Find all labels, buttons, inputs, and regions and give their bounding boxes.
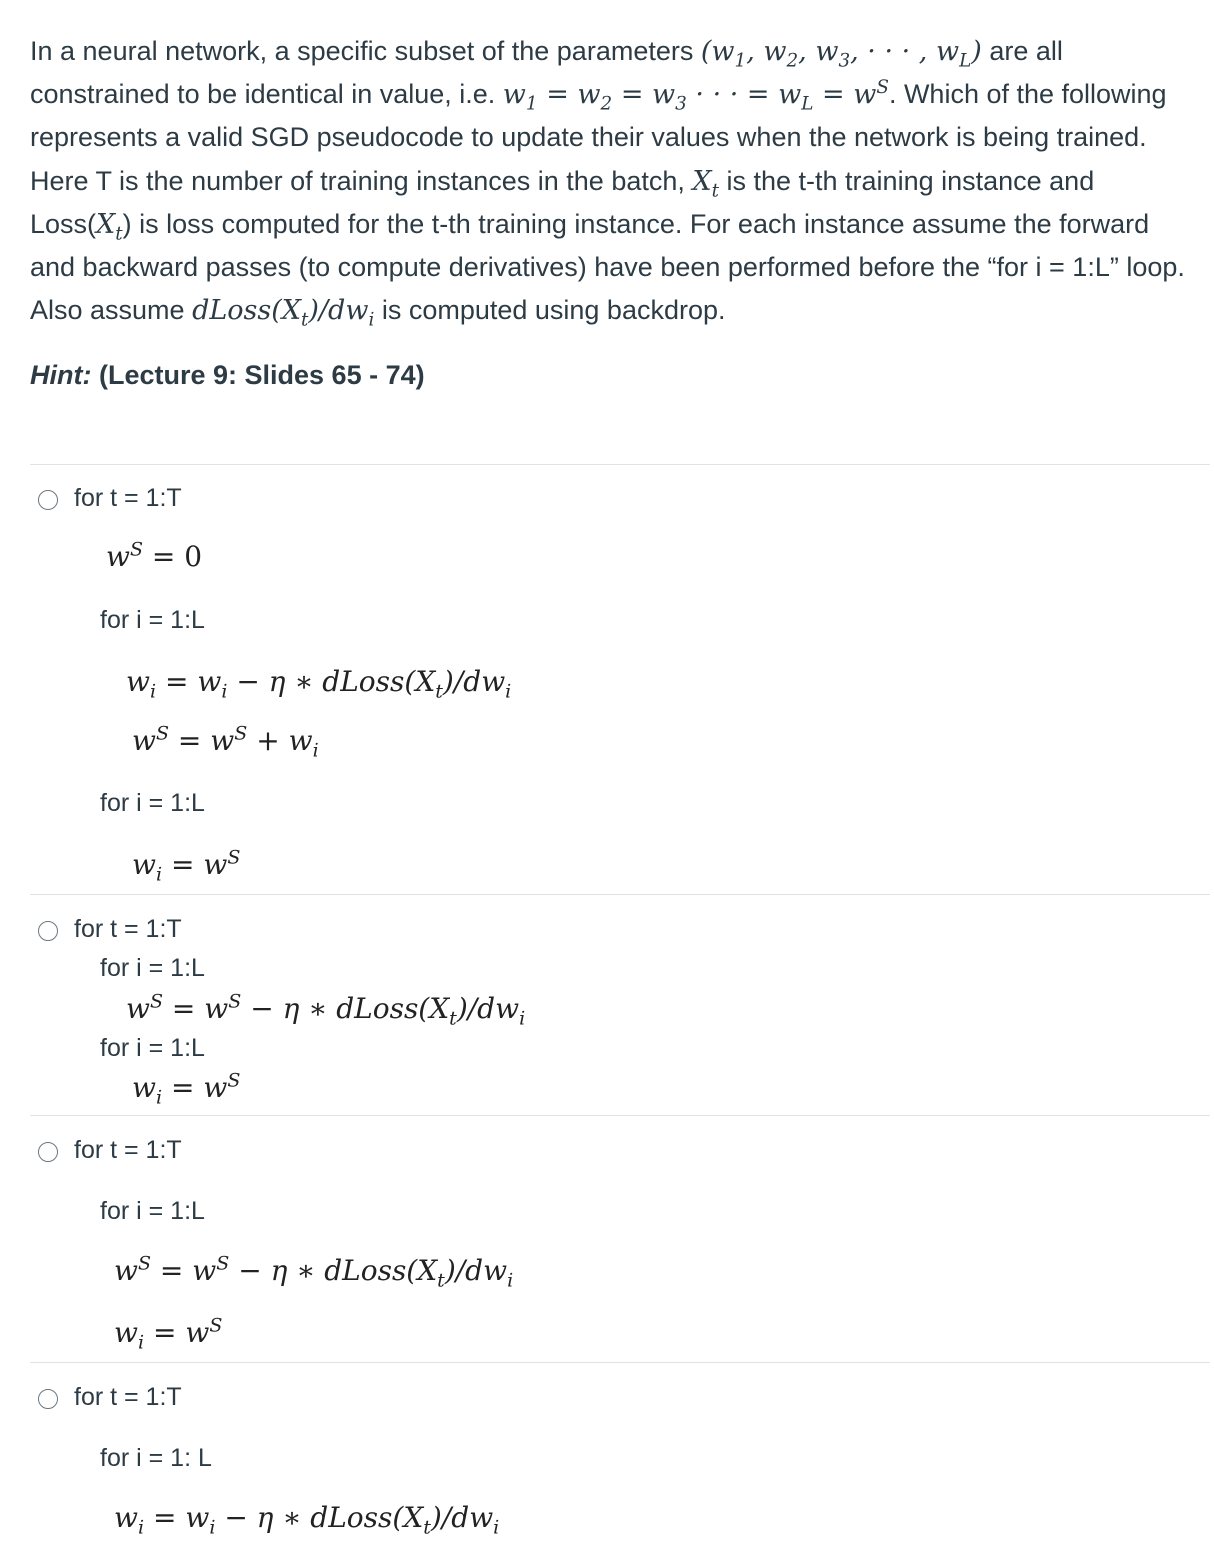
code-line: for i = 1: L bbox=[100, 1444, 212, 1472]
code-line: for i = 1:L bbox=[100, 789, 205, 817]
math-line: $w_i = w^S$ bbox=[132, 1069, 241, 1109]
radio-button-option-4[interactable] bbox=[38, 1389, 58, 1409]
radio-button-option-3[interactable] bbox=[38, 1142, 58, 1162]
math-line: $w_i = w_i - \eta$ ∗ $dLoss(X_t)/dw_i$ bbox=[126, 665, 512, 703]
math-inline: $X_t$ bbox=[96, 208, 123, 245]
question-text-segment: . Which of the following represents a valid SGD pseudocode to update their values when the network is being trained. Here T is the number of training instances in the batch, bbox=[30, 79, 1167, 196]
math-line: $w_i = w^S$ bbox=[132, 846, 241, 886]
radio-button-option-1[interactable] bbox=[38, 490, 58, 510]
question-text-segment: are all constrained to be identical in value, i.e. bbox=[30, 36, 1063, 110]
question-text-segment: In a neural network, a specific subset of the parameters bbox=[30, 36, 701, 66]
math-inline: ($w_1$, $w_2$, $w_3$, · · · , $w_L$) bbox=[700, 36, 982, 72]
question-text-segment: ) is loss computed for the t-th training instance. For each instance assume the forward and backward passes (to compute derivatives) have been performed before the “for i = 1:L” loop. Also assume bbox=[30, 208, 1185, 326]
math-inline: $w_1 = w_2 = w_3$ · · · = $w_L = w^S$ bbox=[502, 77, 889, 115]
hint-text: (Lecture 9: Slides 65 - 74) bbox=[91, 360, 425, 390]
answer-option-3[interactable] bbox=[30, 1115, 1210, 1362]
question-paragraph bbox=[30, 30, 1200, 332]
math-line: $w^S = w^S + w_i$ bbox=[132, 722, 319, 762]
radio-button-option-2[interactable] bbox=[38, 921, 58, 941]
answer-option-1[interactable] bbox=[30, 464, 1210, 894]
math-line: $w_i = w_i - \eta$ ∗ $dLoss(X_t)/dw_i$ bbox=[114, 1501, 500, 1539]
math-line: $w^S = 0$ bbox=[106, 538, 203, 573]
answer-option-2[interactable] bbox=[30, 894, 1210, 1115]
answer-option-4[interactable] bbox=[30, 1362, 1210, 1553]
math-line: $w_i = w^S$ bbox=[114, 1314, 223, 1354]
math-inline: $dLoss(X_t)/dw_i$ bbox=[192, 295, 375, 331]
answer-options bbox=[30, 464, 1210, 1553]
code-line: for t = 1:T bbox=[74, 1383, 182, 1411]
code-line: for i = 1:L bbox=[100, 954, 205, 982]
code-line: for t = 1:T bbox=[74, 484, 182, 512]
hint-label: Hint: bbox=[30, 360, 92, 390]
code-line: for i = 1:L bbox=[100, 1034, 205, 1062]
code-line: for i = 1:L bbox=[100, 1197, 205, 1225]
question-text-segment: is the t-th training instance and Loss( bbox=[30, 165, 1095, 239]
code-line: for t = 1:T bbox=[74, 1136, 182, 1164]
question-text-segment: is computed using backdrop. bbox=[374, 295, 726, 326]
math-line: $w^S = w^S - \eta$ ∗ $dLoss(X_t)/dw_i$ bbox=[114, 1252, 514, 1292]
math-line: $w^S = w^S - \eta$ ∗ $dLoss(X_t)/dw_i$ bbox=[126, 990, 526, 1030]
question-text bbox=[30, 30, 1200, 332]
code-line: for t = 1:T bbox=[74, 915, 182, 943]
code-line: for i = 1:L bbox=[100, 606, 205, 634]
math-inline: $X_t$ bbox=[692, 165, 719, 201]
hint bbox=[30, 360, 425, 391]
